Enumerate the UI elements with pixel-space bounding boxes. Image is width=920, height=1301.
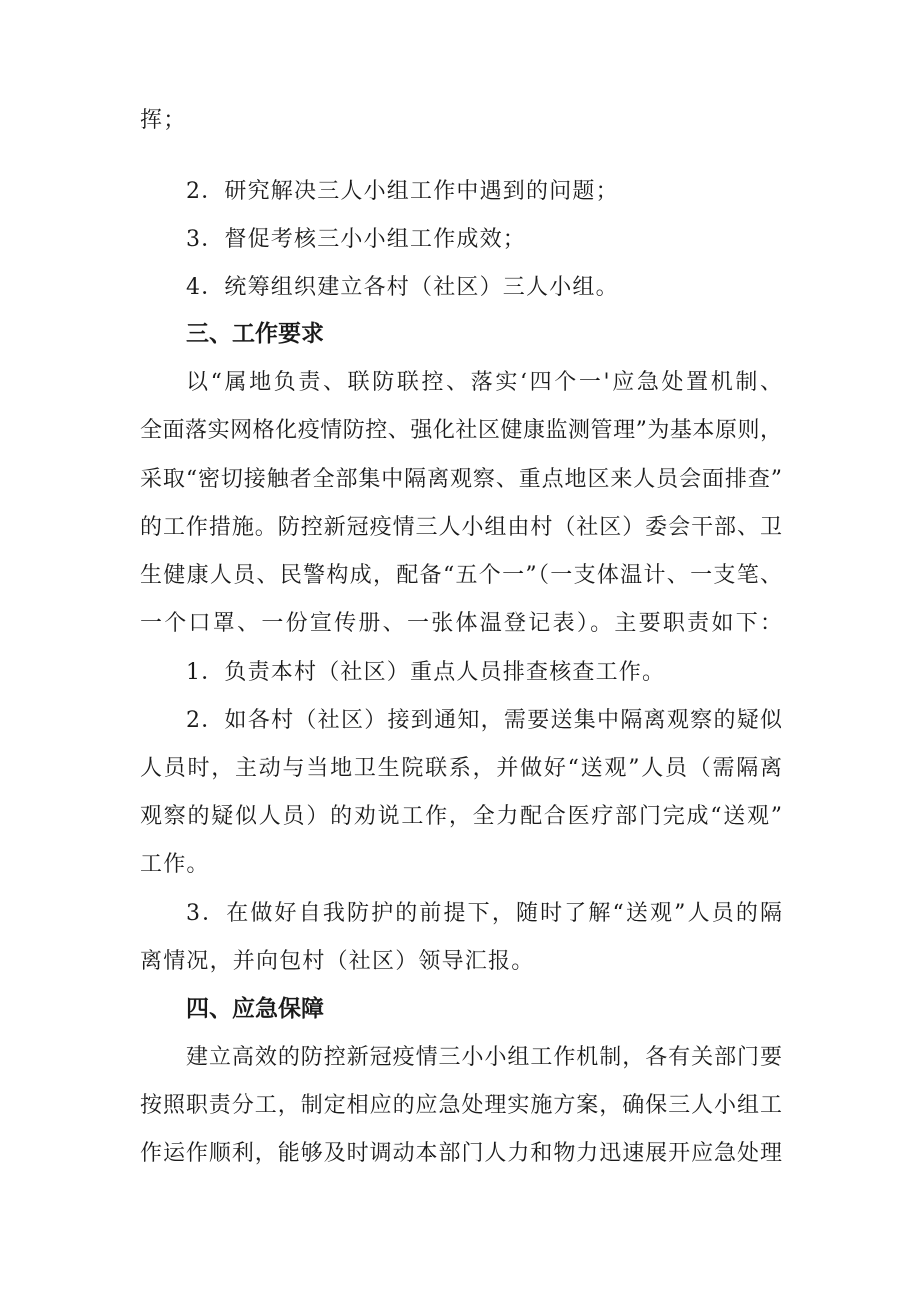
text-line: 采取“密切接触者全部集中隔离观察、重点地区来人员会面排查” xyxy=(140,467,782,492)
text-line: 工作。 xyxy=(140,852,210,877)
list-item: 4．统筹组织建立各村（社区）三人小组。 xyxy=(186,275,619,300)
list-item: 2．如各村（社区）接到通知，需要送集中隔离观察的疑似 xyxy=(186,708,782,733)
text-line: 挥； xyxy=(140,108,187,133)
list-item: 2．研究解决三人小组工作中遇到的问题； xyxy=(186,179,619,204)
text-line: 作运作顺利，能够及时调动本部门人力和物力迅速展开应急处理 xyxy=(140,1141,782,1166)
text-line: 建立高效的防控新冠疫情三小小组工作机制，各有关部门要 xyxy=(186,1045,782,1070)
text-line: 按照职责分工，制定相应的应急处理实施方案，确保三人小组工 xyxy=(140,1093,782,1118)
list-item: 3．督促考核三小小组工作成效； xyxy=(186,227,526,252)
text-line: 一个口罩、一份宣传册、一张体温登记表）。主要职责如下： xyxy=(140,611,782,636)
text-line: 人员时，主动与当地卫生院联系，并做好“送观”人员（需隔离 xyxy=(140,756,782,781)
list-item: 1．负责本村（社区）重点人员排查核查工作。 xyxy=(186,660,666,685)
text-line: 以“属地负责、联防联控、落实‘四个一'应急处置机制、 xyxy=(186,370,782,395)
section-heading: 三、工作要求 xyxy=(186,321,324,347)
list-item: 3．在做好自我防护的前提下，随时了解“送观”人员的隔 xyxy=(186,901,782,926)
text-line: 观察的疑似人员）的劝说工作，全力配合医疗部门完成“送观” xyxy=(140,804,782,829)
text-line: 的工作措施。防控新冠疫情三人小组由村（社区）委会干部、卫 xyxy=(140,515,782,540)
text-line: 生健康人员、民警构成，配备“五个一”（一支体温计、一支笔、 xyxy=(140,563,782,588)
text-line: 全面落实网格化疫情防控、强化社区健康监测管理”为基本原则， xyxy=(140,418,782,443)
text-line: 离情况，并向包村（社区）领导汇报。 xyxy=(140,949,535,974)
section-heading: 四、应急保障 xyxy=(186,996,324,1022)
